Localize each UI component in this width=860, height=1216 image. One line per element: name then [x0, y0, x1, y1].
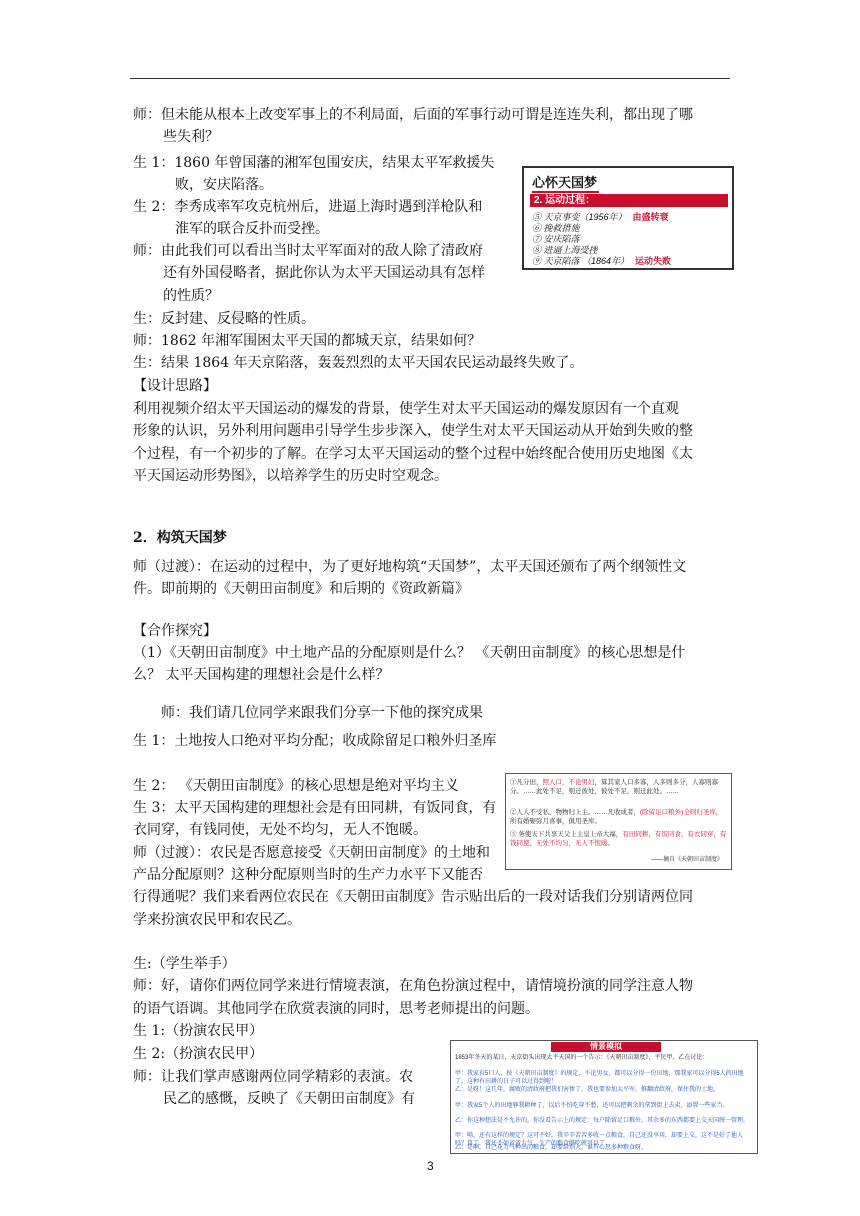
text-line: 产品分配原则？这种分配原则当时的生产力水平下又能否	[133, 867, 483, 883]
dialogue-line: 乙：是呀！这几年，腐败的清政府把我们害惨了，我也要参加太平军，推翻清政府，保住我的土地。	[455, 1087, 720, 1093]
text-line: 师（过渡）：在运动的过程中，为了更好地构筑“天国梦”，太平天国还颁布了两个纲领性文	[133, 559, 687, 575]
row-text: ⑥ 挽救措施	[532, 223, 580, 233]
scenario-header: 情景模拟	[551, 1042, 661, 1052]
text-line: 生 2：李秀成率军攻克杭州后，进逼上海时遇到洋枪队和	[133, 199, 483, 215]
row-result: 运动失败	[635, 256, 672, 266]
text-line: 生：反封建、反侵略的性质。	[133, 311, 315, 327]
process-row	[532, 255, 671, 267]
row-result: 由盛转衰	[632, 212, 669, 222]
row-text: ⑤ 天京事变（1956年）	[532, 212, 627, 222]
text-line: 形象的认识，另外利用问题串引导学生步步深入，使学生对太平天国运动从开始到失败的整	[133, 423, 693, 439]
text-line: 师：让我们掌声感谢两位同学精彩的表演。农	[133, 1069, 413, 1085]
quote-3: ③ 务使天下共享天父上主皇上帝大福，有田同耕，有饭同食，有衣同穿，有钱同使，无处不均匀，无人不饱暖。	[510, 831, 727, 847]
text-line: 【合作探究】	[133, 623, 217, 639]
text-line: 师：好，请你们两位同学来进行情境表演，在角色扮演过程中，请情境扮演的同学注意人物	[133, 978, 693, 994]
row-text: ⑦ 安庆陷落	[532, 234, 580, 244]
text-line: 个过程，有一个初步的了解。在学习太平天国运动的整个过程中始终配合使用历史地图《太	[133, 446, 693, 462]
card-subtitle: 2. 运动过程：	[530, 194, 728, 207]
image-qingjing-moni	[450, 1040, 758, 1154]
text-line: 2．构筑天国梦	[133, 530, 227, 546]
dialogue-line: 甲：呦，还有这样的规定？这可不好，我辛辛苦苦多收一点粮食，自己还没享用，却要上交，这不是好了他人吗？算了，我还不如省省力气，生产的粮食够吃就可以了。	[455, 1133, 744, 1147]
row-text: ⑨ 天京陷落 （1864年）	[532, 256, 630, 266]
dialogue-line: 乙：是啊，自己花力气种出的粮食，却要给别人，谁有心思多种粮食呀。	[455, 1145, 648, 1151]
text-line: 生 1：土地按人口绝对平均分配；收成除留足口粮外归圣库	[133, 733, 497, 749]
text-line: 平天国运动形势图》，以培养学生的历史时空观念。	[133, 468, 448, 484]
card-title: 心怀天国梦	[532, 172, 597, 191]
text-line: 师：由此我们可以看出当时太平军面对的敌人除了清政府	[133, 243, 483, 259]
text-line: 败，安庆陷落。	[175, 177, 273, 193]
text-line: 的性质？	[163, 288, 219, 304]
text-line: 些失利？	[163, 129, 219, 145]
text-line: 生 3：太平天国构建的理想社会是有田同耕，有饭同食，有	[133, 800, 497, 816]
quote-1: ①凡分田，照人口，不论男妇，算其家人口多寡，人多则多分，人寡则寡分。……此处不足，则迁彼处，彼处不足，则迁此处。……	[510, 779, 718, 795]
quote-2: ②人人不受私，物物归上主。……凡收成者，(除留足口粮外)全则归圣库，所有婚娶弥月喜事，俱用圣库。	[510, 809, 723, 825]
image-xinhuai-tianguomeng	[522, 166, 734, 270]
text-line: 民乙的感慨，反映了《天朝田亩制度》有	[163, 1091, 415, 1107]
text-line: 么？ 太平天国构建的理想社会是什么样？	[133, 667, 390, 683]
text-line: 件。即前期的《天朝田亩制度》和后期的《资政新篇》	[133, 581, 469, 597]
text-line: 的语气语调。其他同学在欣赏表演的同时，思考老师提出的问题。	[133, 1001, 539, 1017]
text-line: 还有外国侵略者，据此你认为太平天国运动具有怎样	[163, 265, 485, 281]
dialogue-line: 乙：你这种想法是不允许的，你没看告示上的规定：每户除留足口粮外，其余多的东西都要上交天国统一管理。	[455, 1118, 750, 1124]
dialogue-line: 甲：我家5个人的田地够我耕种了，以后不怕吃穿不愁，还可以把剩余的拿到街上去卖，添置一些家当。	[455, 1103, 729, 1109]
text-line: 生 1:（扮演农民甲）	[133, 1023, 264, 1039]
row-text: ⑧ 进逼上海受挫	[532, 245, 598, 255]
dialogue-line: 1853年冬天的某日，天京街头出现太平天国的一个告示：《天朝田亩制度》，平民甲、乙在讨论：	[455, 1055, 709, 1061]
text-line: 行得通呢？我们来看两位农民在《天朝田亩制度》告示贴出后的一段对话我们分别请两位同	[133, 889, 693, 905]
page-number: 3	[427, 1159, 434, 1173]
text-line: （1）《天朝田亩制度》中土地产品的分配原则是什么？ 《天朝田亩制度》的核心思想是什	[133, 645, 686, 661]
text-line: 淮军的联合反扑而受挫。	[175, 221, 329, 237]
text-line: 生 1：1860 年曾国藩的湘军包围安庆，结果太平军救援失	[133, 155, 495, 171]
text-line: 师（过渡）：农民是否愿意接受《天朝田亩制度》的土地和	[133, 845, 490, 861]
text-line: 师：但未能从根本上改变军事上的不利局面，后面的军事行动可谓是连连失利，都出现了哪	[133, 107, 693, 123]
text-line: 【设计思路】	[133, 378, 217, 394]
text-line: 学来扮演农民甲和农民乙。	[133, 912, 301, 928]
text-line: 生 2： 《天朝田亩制度》的核心思想是绝对平均主义	[133, 778, 459, 794]
image-tianchao-tianmu-quote	[505, 773, 732, 870]
text-line: 师：我们请几位同学来跟我们分享一下他的探究成果	[161, 705, 483, 721]
quote-source: ——摘自《天朝田亩制度》	[650, 857, 723, 863]
text-line: 生 2:（扮演农民甲）	[133, 1046, 264, 1062]
text-line: 利用视频介绍太平天国运动的爆发的背景，使学生对太平天国运动的爆发原因有一个直观	[133, 401, 679, 417]
header-rule	[130, 78, 730, 79]
text-line: 师：1862 年湘军围困太平天国的都城天京，结果如何？	[133, 333, 482, 349]
text-line: 衣同穿，有钱同使，无处不均匀，无人不饱暖。	[133, 822, 427, 838]
dialogue-line: 甲：我家有5口人，按《天朝田亩制度》的规定，不论男女，都可以分得一份田地，那我家可以分得5人的田地了，这种有田耕的日子可以过得到啦！	[455, 1071, 744, 1085]
text-line: 生：结果 1864 年天京陷落，轰轰烈烈的太平天国农民运动最终失败了。	[133, 355, 584, 371]
text-line: 生:（学生举手）	[133, 956, 236, 972]
